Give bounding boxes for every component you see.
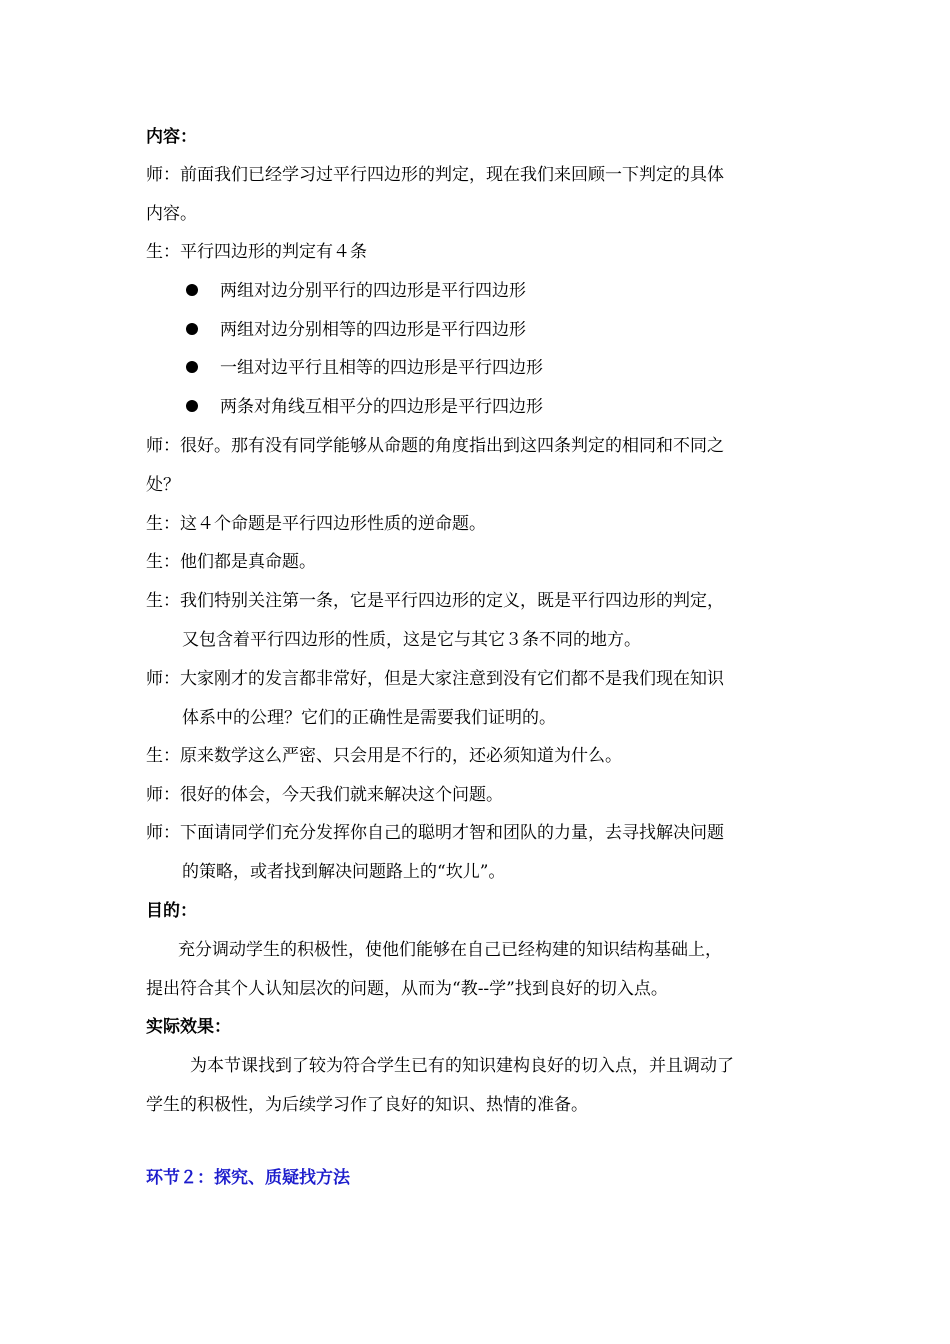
effect-line: 学生的积极性，为后续学习作了良好的知识、热情的准备。 [146, 1095, 588, 1115]
dialogue-line: 师：大家刚才的发言都非常好，但是大家注意到没有它们都不是我们现在知识 [146, 669, 724, 689]
dialogue-line: 师：很好的体会，今天我们就来解决这个问题。 [146, 785, 503, 805]
bullet-text: 两组对边分别平行的四边形是平行四边形 [220, 281, 526, 301]
dialogue-line: 生：他们都是真命题。 [146, 552, 316, 572]
bullet-dot-icon [186, 284, 198, 296]
bullet-item [186, 357, 543, 379]
bullet-text: 一组对边平行且相等的四边形是平行四边形 [220, 358, 543, 378]
heading-effect: 实际效果： [146, 1017, 231, 1037]
dialogue-line: 生：我们特别关注第一条，它是平行四边形的定义，既是平行四边形的判定， [146, 591, 724, 611]
dialogue-line: 生：这４个命题是平行四边形性质的逆命题。 [146, 514, 486, 534]
bullet-item [186, 319, 526, 341]
bullet-dot-icon [186, 323, 198, 335]
purpose-line: 提出符合其个人认知层次的问题，从而为“教--学”找到良好的切入点。 [146, 979, 668, 999]
dialogue-line: 的策略，或者找到解决问题路上的“坎儿”。 [182, 862, 506, 882]
purpose-line: 充分调动学生的积极性，使他们能够在自己已经构建的知识结构基础上， [178, 940, 722, 960]
bullet-item [186, 280, 526, 302]
dialogue-line: 内容。 [146, 204, 197, 224]
dialogue-line: 师：很好。那有没有同学能够从命题的角度指出到这四条判定的相同和不同之 [146, 436, 724, 456]
bullet-item [186, 396, 543, 418]
bullet-text: 两组对边分别相等的四边形是平行四边形 [220, 320, 526, 340]
dialogue-line: 又包含着平行四边形的性质，这是它与其它３条不同的地方。 [182, 630, 641, 650]
bullet-dot-icon [186, 400, 198, 412]
effect-line: 为本节课找到了较为符合学生已有的知识建构良好的切入点，并且调动了 [190, 1056, 734, 1076]
dialogue-line: 处？ [146, 475, 180, 495]
section-title: 环节２：探究、质疑找方法 [146, 1168, 350, 1188]
dialogue-line: 生：平行四边形的判定有４条 [146, 242, 367, 262]
heading-content: 内容： [146, 127, 197, 147]
dialogue-line: 体系中的公理？它们的正确性是需要我们证明的。 [182, 708, 556, 728]
bullet-text: 两条对角线互相平分的四边形是平行四边形 [220, 397, 543, 417]
bullet-dot-icon [186, 361, 198, 373]
heading-purpose: 目的： [146, 901, 197, 921]
dialogue-line: 师：前面我们已经学习过平行四边形的判定，现在我们来回顾一下判定的具体 [146, 165, 724, 185]
dialogue-line: 生：原来数学这么严密、只会用是不行的，还必须知道为什么。 [146, 746, 622, 766]
dialogue-line: 师：下面请同学们充分发挥你自己的聪明才智和团队的力量，去寻找解决问题 [146, 823, 724, 843]
